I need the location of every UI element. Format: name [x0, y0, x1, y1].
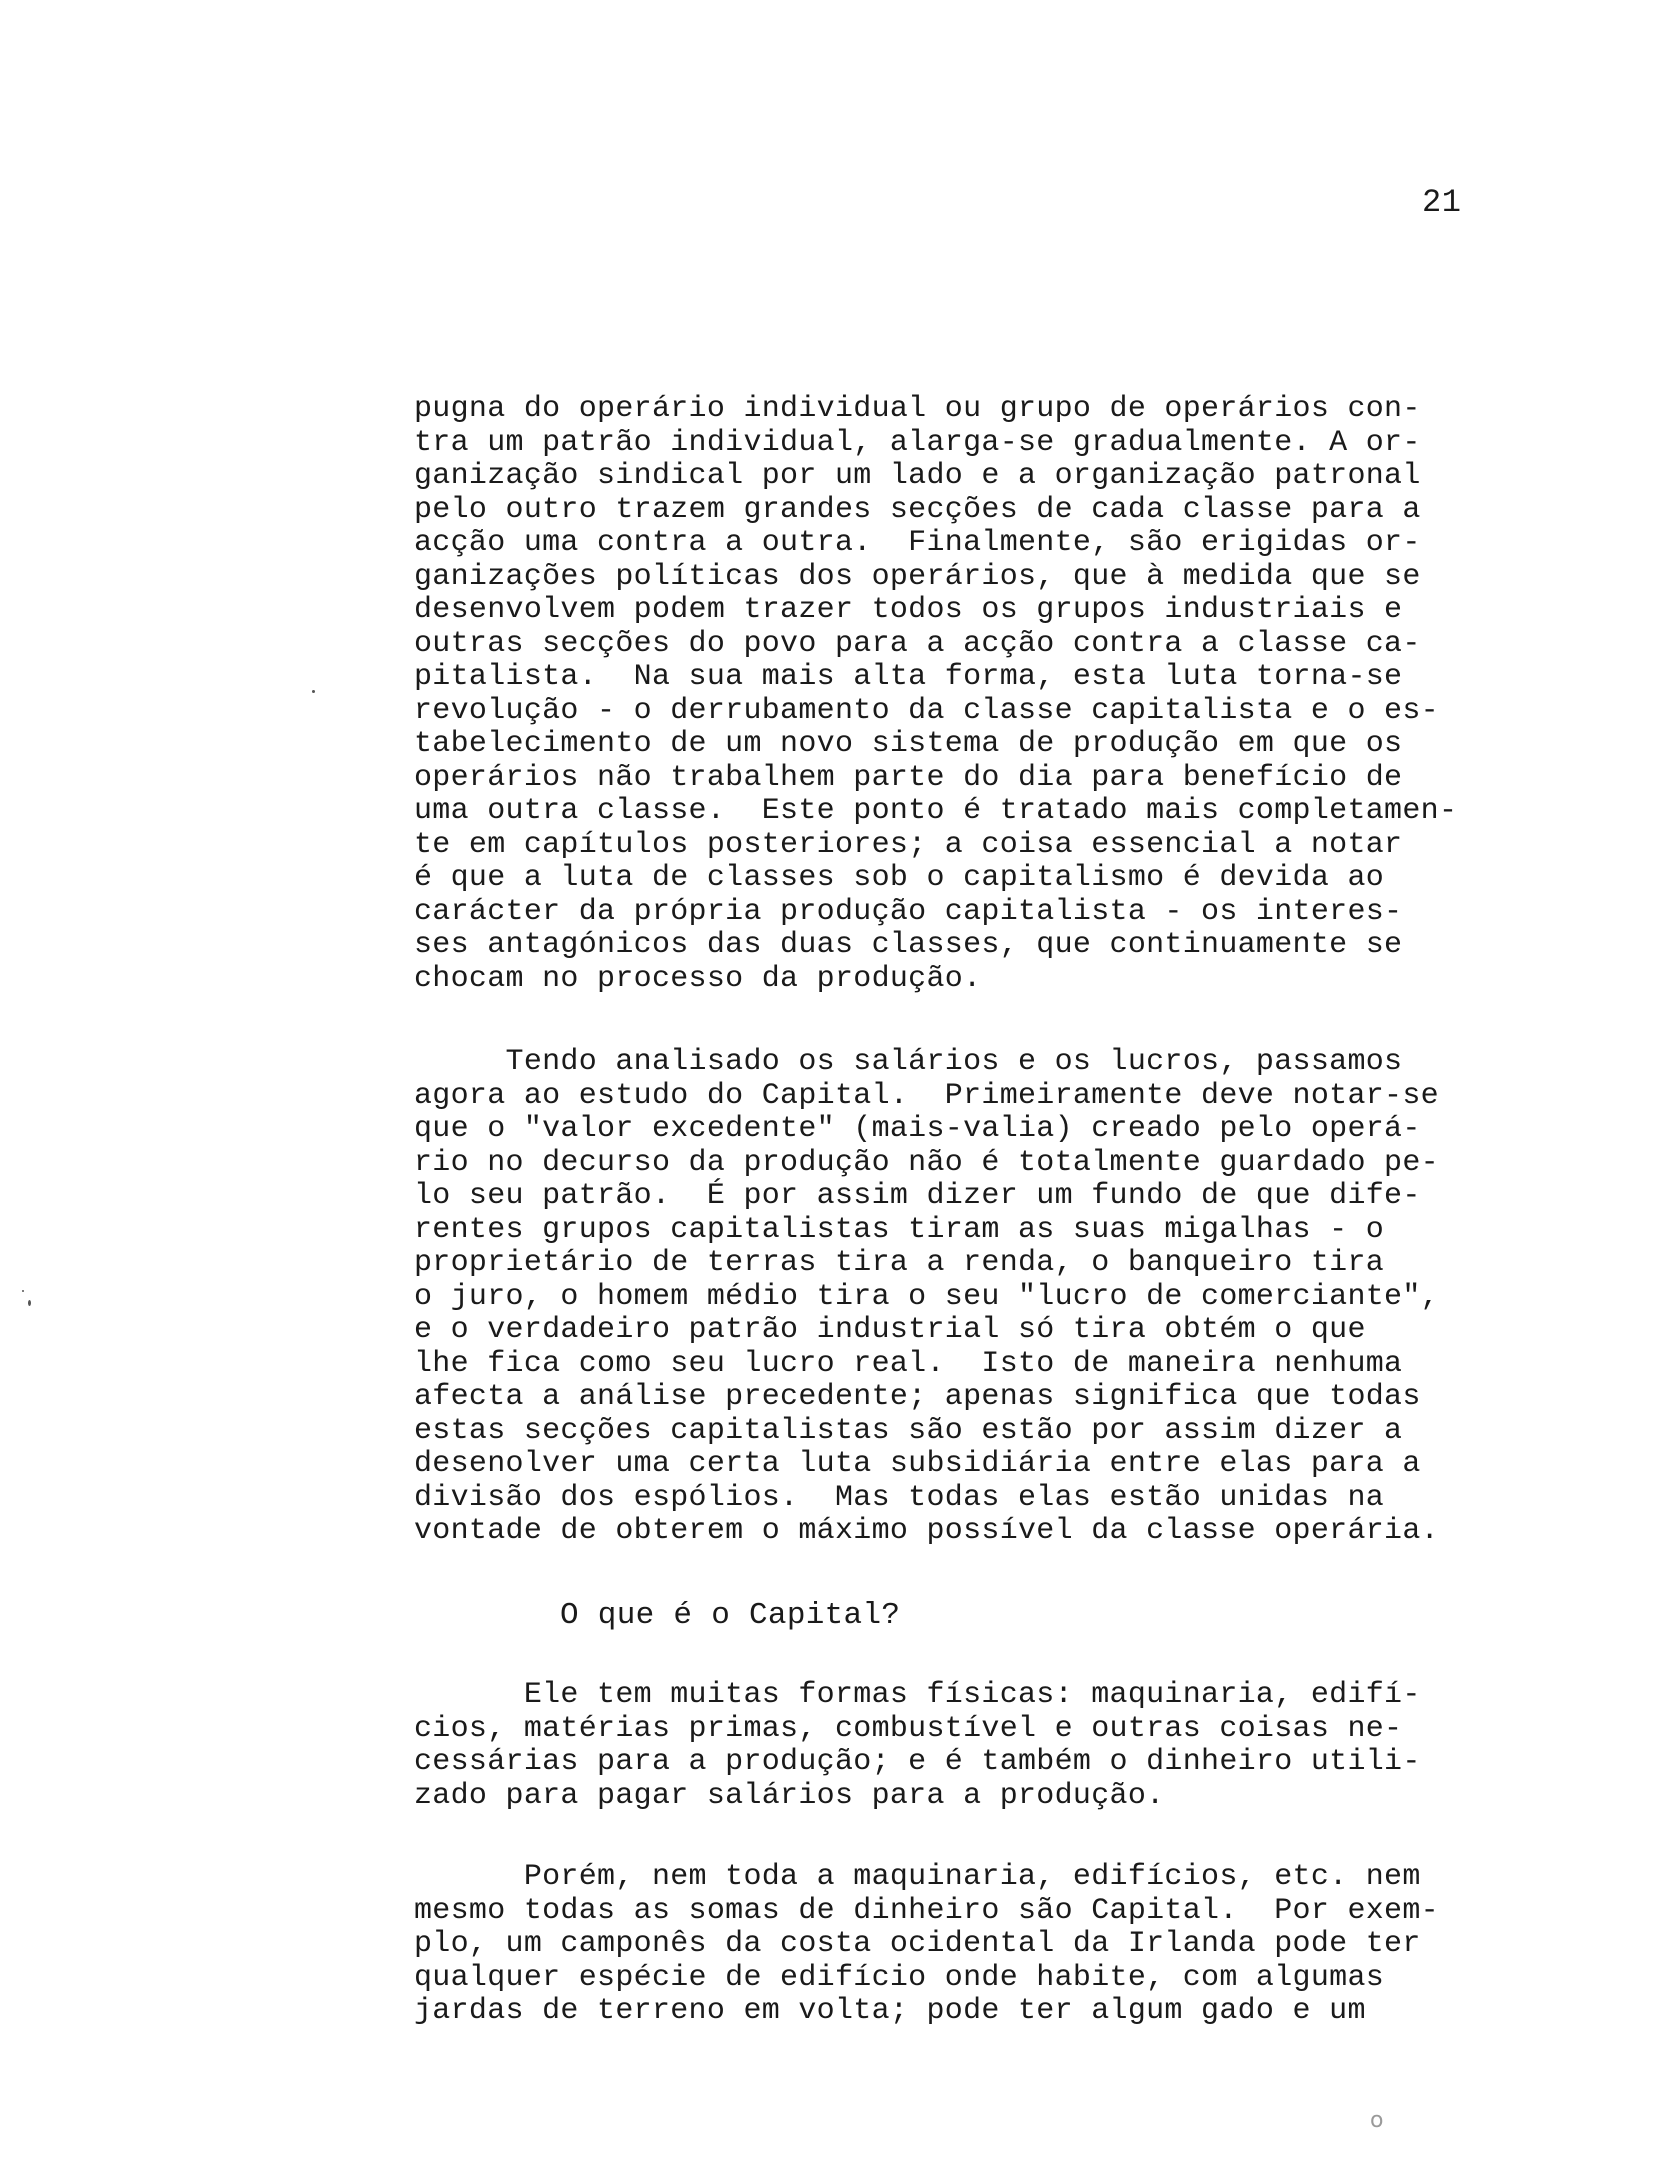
text-line: mesmo todas as somas de dinheiro são Capital. Por exem-	[414, 1893, 1439, 1928]
text-line: ganização sindical por um lado e a organização patronal	[414, 459, 1421, 493]
text-line: afecta a análise precedente; apenas significa que todas	[414, 1380, 1421, 1414]
text-line: outras secções do povo para a acção contra a classe ca-	[414, 626, 1421, 661]
text-line: que o "valor excedente" (mais-valia) creado pelo operá-	[414, 1112, 1421, 1146]
text-line: desenvolvem podem trazer todos os grupos industriais e	[414, 593, 1403, 627]
text-line: operários não trabalhem parte do dia para benefício de	[414, 760, 1403, 795]
text-line: cios, matérias primas, combustível e outras coisas ne-	[414, 1711, 1403, 1746]
text-line: acção uma contra a outra. Finalmente, são erigidas or-	[414, 526, 1421, 560]
text-line: agora ao estudo do Capital. Primeiramente deve notar-se	[414, 1078, 1439, 1113]
text-line: jardas de terreno em volta; pode ter algum gado e um	[414, 1994, 1366, 2028]
paper-speck	[22, 1290, 24, 1292]
text-line: Ele tem muitas formas físicas: maquinaria, edifí-	[414, 1678, 1421, 1712]
text-line: te em capítulos posteriores; a coisa essencial a notar	[414, 827, 1403, 862]
text-line: proprietário de terras tira a renda, o banqueiro tira	[414, 1246, 1385, 1280]
text-line: estas secções capitalistas são estão por assim dizer a	[414, 1413, 1403, 1448]
text-line: plo, um camponês da costa ocidental da Irlanda pode ter	[414, 1927, 1421, 1961]
text-line: pelo outro trazem grandes secções de cada classe para a	[414, 492, 1421, 527]
text-line: o juro, o homem médio tira o seu "lucro de comerciante",	[414, 1279, 1439, 1314]
text-line: ses antagónicos das duas classes, que continuamente se	[414, 928, 1403, 962]
page-number: 21	[1422, 184, 1462, 221]
section-heading: O que é o Capital?	[560, 1598, 901, 1633]
text-line: lo seu patrão. É por assim dizer um fundo de que dife-	[414, 1179, 1421, 1213]
text-line: tabelecimento de um novo sistema de produção em que os	[414, 727, 1403, 761]
text-line: Tendo analisado os salários e os lucros, passamos	[414, 1045, 1403, 1079]
text-line: zado para pagar salários para a produção.	[414, 1778, 1165, 1813]
text-line: e o verdadeiro patrão industrial só tira obtém o que	[414, 1313, 1366, 1347]
paragraph-surplus-value	[414, 1046, 1564, 1549]
text-line: vontade de obterem o máximo possível da classe operária.	[414, 1514, 1439, 1548]
text-line: carácter da própria produção capitalista - os interes-	[414, 894, 1403, 929]
text-line: desenolver uma certa luta subsidiária entre elas para a	[414, 1447, 1421, 1481]
text-line: uma outra classe. Este ponto é tratado mais completamen-	[414, 794, 1458, 828]
text-line: rio no decurso da produção não é totalmente guardado pe-	[414, 1145, 1439, 1180]
text-line: pitalista. Na sua mais alta forma, esta luta torna-se	[414, 660, 1403, 694]
text-line: qualquer espécie de edifício onde habite, com algumas	[414, 1960, 1385, 1995]
text-line: cessárias para a produção; e é também o dinheiro utili-	[414, 1745, 1421, 1779]
text-line: lhe fica como seu lucro real. Isto de maneira nenhuma	[414, 1346, 1403, 1381]
text-line: rentes grupos capitalistas tiram as suas migalhas - o	[414, 1212, 1385, 1247]
paragraph-capital-example	[414, 1861, 1564, 2029]
text-line: revolução - o derrubamento da classe capitalista e o es-	[414, 693, 1439, 728]
text-line: pugna do operário individual ou grupo de operários con-	[414, 392, 1421, 426]
text-line: chocam no processo da produção.	[414, 961, 982, 996]
paper-speck	[312, 690, 315, 693]
paper-speck	[28, 1300, 31, 1306]
text-line: ganizações políticas dos operários, que à medida que se	[414, 559, 1421, 594]
paragraph-class-struggle	[414, 393, 1564, 996]
text-line: tra um patrão individual, alarga-se gradualmente. A or-	[414, 425, 1421, 460]
text-line: divisão dos espólios. Mas todas elas estão unidas na	[414, 1480, 1385, 1515]
text-line: Porém, nem toda a maquinaria, edifícios, etc. nem	[414, 1860, 1421, 1894]
paragraph-capital-forms	[414, 1679, 1564, 1813]
text-line: é que a luta de classes sob o capitalismo é devida ao	[414, 861, 1385, 895]
bottom-mark: o	[1370, 2108, 1384, 2133]
